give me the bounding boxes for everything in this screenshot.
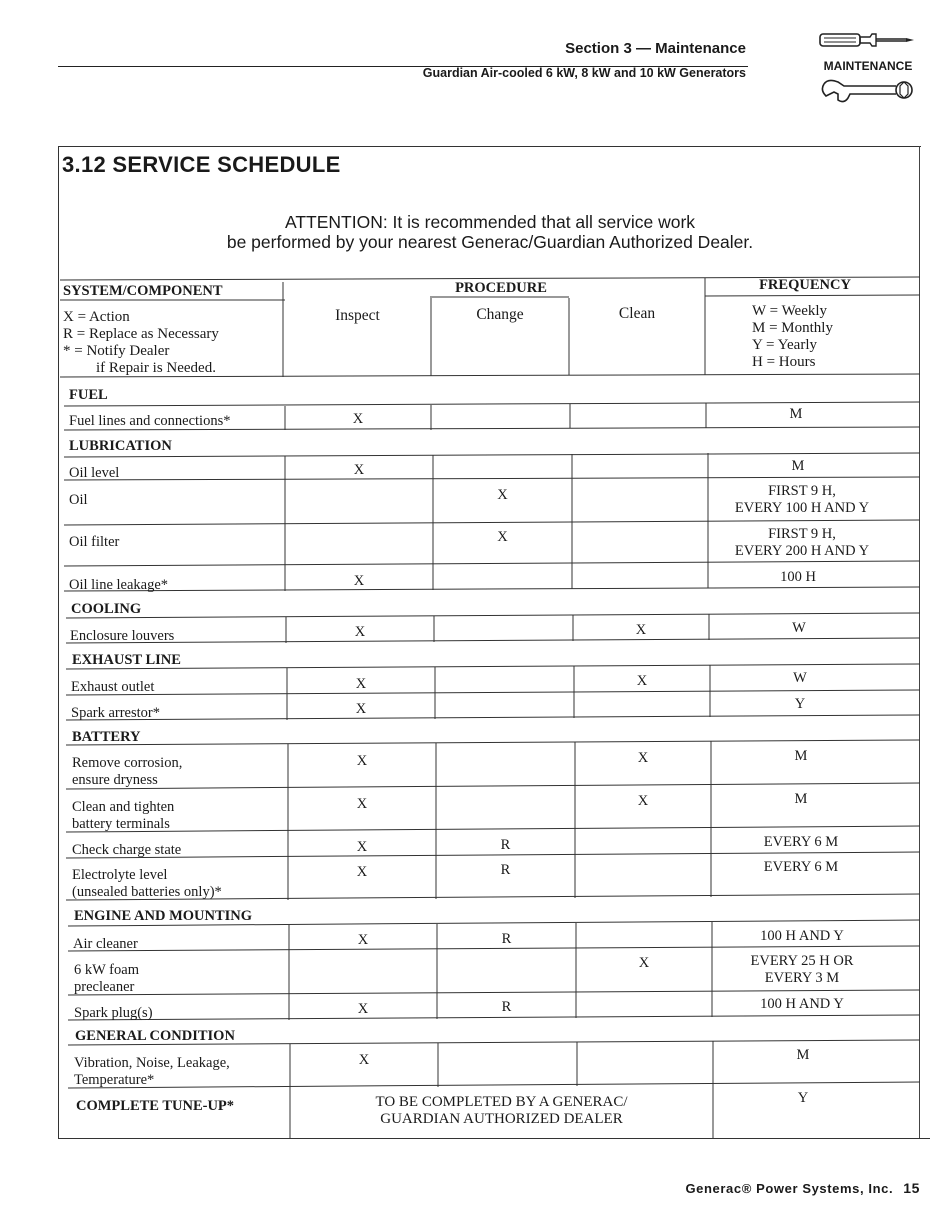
legend: [63, 309, 219, 377]
table-row-label: Exhaust outlet: [71, 679, 155, 695]
section-battery: BATTERY: [72, 729, 141, 745]
cell-clean: X: [636, 673, 648, 689]
frequency-line-1: FIRST 9 H,: [768, 526, 836, 542]
footer-company: Generac® Power Systems, Inc.: [685, 1181, 894, 1196]
cell-change: R: [501, 999, 512, 1015]
section-lubrication: LUBRICATION: [69, 438, 172, 454]
tuneup-label: COMPLETE TUNE-UP*: [76, 1098, 235, 1114]
frequency-hours: H = Hours: [752, 354, 816, 370]
cell-inspect: X: [356, 864, 368, 880]
section-fuel: FUEL: [69, 387, 108, 403]
label-line-1: Clean and tighten: [72, 799, 175, 815]
cell-frequency: [712, 953, 892, 987]
page-footer: [685, 1180, 920, 1196]
subheader-clean: Clean: [618, 305, 656, 322]
label-line-2: battery terminals: [72, 816, 170, 832]
legend-notify: * = Notify Dealer: [63, 343, 170, 359]
document-subtitle: Guardian Air-cooled 6 kW, 8 kW and 10 kW Generators: [422, 66, 746, 80]
label-line-1: Vibration, Noise, Leakage,: [74, 1055, 230, 1071]
frequency-legend: [752, 303, 833, 371]
frequency-line-2: EVERY 3 M: [764, 970, 840, 986]
schedule-frame-bottom-edge: [58, 1138, 930, 1139]
cell-inspect: X: [352, 411, 364, 427]
cell-inspect: X: [353, 462, 365, 478]
cell-frequency: M: [791, 458, 805, 474]
cell-inspect: X: [357, 1001, 369, 1017]
table-row-label: Oil level: [69, 465, 120, 481]
attention-line-2: be performed by your nearest Generac/Guardian Authorized Dealer.: [226, 232, 754, 252]
attention-notice: [60, 212, 920, 252]
label-line-1: 6 kW foam: [74, 962, 139, 978]
page-title: 3.12 SERVICE SCHEDULE: [62, 152, 341, 177]
cell-inspect: X: [356, 839, 368, 855]
section-exhaust-line: EXHAUST LINE: [72, 652, 181, 668]
header-frequency: FREQUENCY: [759, 277, 851, 293]
cell-inspect: X: [355, 701, 367, 717]
section-cooling: COOLING: [71, 601, 142, 617]
label-line-2: Temperature*: [74, 1072, 155, 1088]
label-line-2: (unsealed batteries only)*: [72, 884, 222, 900]
table-row-label: Fuel lines and connections*: [69, 413, 231, 429]
cell-clean: X: [637, 793, 649, 809]
cell-frequency: W: [793, 670, 807, 686]
cell-change: X: [497, 487, 508, 503]
cell-inspect: X: [355, 676, 367, 692]
tuneup-frequency: Y: [797, 1090, 809, 1106]
maintenance-badge: [818, 28, 918, 108]
cell-frequency: EVERY 6 M: [763, 834, 839, 850]
cell-change: R: [500, 837, 511, 853]
frequency-weekly: W = Weekly: [752, 303, 828, 319]
attention-line-1: ATTENTION: It is recommended that all service work: [284, 212, 696, 232]
cell-frequency: [708, 483, 896, 517]
cell-inspect: X: [354, 624, 366, 640]
cell-frequency: M: [794, 748, 808, 764]
label-line-2: ensure dryness: [72, 772, 158, 788]
header-system-component: SYSTEM/COMPONENT: [63, 283, 223, 299]
frequency-line-2: EVERY 200 H AND Y: [734, 543, 870, 559]
label-line-1: Remove corrosion,: [72, 755, 183, 771]
label-line-1: Electrolyte level: [72, 867, 168, 883]
table-row-label: [74, 1055, 230, 1089]
section-engine-mounting: ENGINE AND MOUNTING: [74, 908, 253, 924]
cell-frequency: [708, 526, 896, 560]
header-procedure: PROCEDURE: [455, 280, 547, 296]
cell-clean: X: [635, 622, 647, 638]
cell-frequency: M: [789, 406, 803, 422]
table-row-label: [72, 799, 174, 833]
cell-inspect: X: [356, 753, 368, 769]
cell-inspect: X: [358, 1052, 370, 1068]
table-row-label: Oil: [69, 492, 88, 508]
cell-frequency: M: [794, 791, 808, 807]
legend-repair: if Repair is Needed.: [96, 360, 216, 376]
frequency-line-2: EVERY 100 H AND Y: [734, 500, 870, 516]
cell-inspect: X: [353, 573, 365, 589]
cell-frequency: M: [796, 1047, 810, 1063]
cell-frequency: 100 H AND Y: [760, 996, 844, 1012]
table-row-label: Spark arrestor*: [71, 705, 160, 721]
legend-action: X = Action: [63, 309, 130, 325]
schedule-frame-right-edge: [919, 146, 920, 1138]
cell-clean: X: [637, 750, 649, 766]
section-general-condition: GENERAL CONDITION: [75, 1028, 235, 1044]
legend-replace: R = Replace as Necessary: [63, 326, 219, 342]
subheader-change: Change: [476, 306, 524, 323]
cell-clean: X: [638, 955, 650, 971]
table-row-label: [74, 962, 139, 996]
label-line-2: precleaner: [74, 979, 135, 995]
tuneup-note-line-2: GUARDIAN AUTHORIZED DEALER: [380, 1111, 623, 1127]
cell-inspect: X: [357, 932, 369, 948]
cell-frequency: Y: [794, 696, 806, 712]
page-number: 15: [903, 1180, 920, 1196]
frequency-line-1: EVERY 25 H OR: [750, 953, 854, 969]
cell-frequency: 100 H: [780, 569, 816, 585]
cell-inspect: X: [356, 796, 368, 812]
table-row-label: Air cleaner: [73, 936, 138, 952]
cell-frequency: W: [792, 620, 806, 636]
table-row-label: Check charge state: [72, 842, 182, 858]
table-row-label: Oil line leakage*: [69, 577, 169, 593]
table-row-label: [72, 755, 182, 789]
subheader-inspect: Inspect: [335, 307, 380, 324]
table-row-label: Spark plug(s): [74, 1005, 153, 1021]
table-row-label: Oil filter: [69, 534, 120, 550]
tuneup-note: [290, 1094, 713, 1128]
frequency-line-1: FIRST 9 H,: [768, 483, 836, 499]
frequency-monthly: M = Monthly: [752, 320, 833, 336]
wrench-icon: [818, 28, 918, 108]
tuneup-note-line-1: TO BE COMPLETED BY A GENERAC/: [375, 1094, 628, 1110]
cell-frequency: 100 H AND Y: [760, 928, 844, 944]
section-heading: Section 3 — Maintenance: [565, 40, 746, 57]
cell-change: R: [500, 862, 511, 878]
table-row-label: [72, 867, 222, 901]
maintenance-label: MAINTENANCE: [823, 59, 913, 73]
cell-change: X: [497, 529, 508, 545]
frequency-yearly: Y = Yearly: [752, 337, 817, 353]
cell-frequency: EVERY 6 M: [763, 859, 839, 875]
cell-change: R: [501, 931, 512, 947]
table-row-label: Enclosure louvers: [70, 628, 175, 644]
